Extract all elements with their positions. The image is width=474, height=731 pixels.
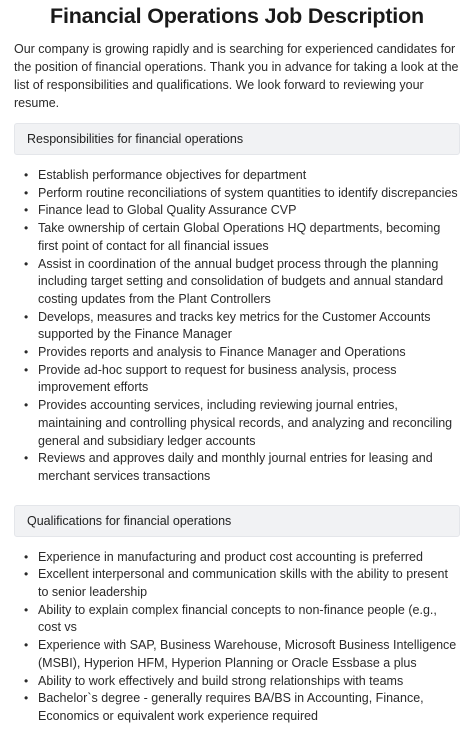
qualifications-list [14, 549, 460, 726]
bullet-icon: • [24, 398, 29, 413]
bullet-icon: • [24, 185, 29, 200]
list-item [24, 549, 460, 567]
intro-paragraph: Our company is growing rapidly and is searching for experienced candidates for the position of financial operations. Thank you in advance for taking a look at the list of responsibilities and qualifications. We look forward to reviewing your resume. [14, 42, 459, 110]
bullet-icon: • [24, 221, 29, 236]
list-item [24, 185, 460, 203]
list-item [24, 256, 460, 309]
list-item [24, 344, 460, 362]
list-item-text: Bachelor`s degree - generally requires BA/BS in Accounting, Finance, Economics or equivalent work experience required [38, 691, 424, 723]
list-item-text: Excellent interpersonal and communication skills with the ability to present to senior leadership [38, 567, 448, 600]
list-item-text: Assist in coordination of the annual budget process through the planning including target setting and consolidation of budgets and annual standard costing updates from the Plant Controllers [38, 256, 444, 306]
responsibilities-heading: Responsibilities for financial operations [27, 132, 244, 146]
list-item [24, 637, 460, 672]
list-item [24, 673, 460, 691]
bullet-icon: • [24, 309, 29, 324]
list-item-text: Take ownership of certain Global Operations HQ departments, becoming first point of contact for all financial issues [38, 221, 441, 253]
bullet-icon: • [24, 345, 29, 360]
bullet-icon: • [24, 567, 29, 582]
list-item-text: Ability to work effectively and build strong relationships with teams [38, 673, 404, 688]
list-item [24, 167, 460, 185]
list-item-text: Experience with SAP, Business Warehouse, Microsoft Business Intelligence (MSBI), Hyperion HFM, Hyperion Planning or Oracle Essbase a plus [38, 638, 457, 670]
list-item [24, 362, 460, 397]
list-item-text: Develops, measures and tracks key metrics for the Customer Accounts supported by the Finance Manager [38, 309, 431, 342]
list-item-text: Provide ad-hoc support to request for business analysis, process improvement efforts [38, 362, 397, 395]
bullet-icon: • [24, 203, 29, 218]
list-item [24, 220, 460, 255]
bullet-icon: • [24, 256, 29, 271]
list-item [24, 602, 460, 637]
qualifications-header [14, 505, 460, 537]
bullet-icon: • [24, 362, 29, 377]
list-item-text: Provides reports and analysis to Finance Manager and Operations [38, 345, 406, 360]
bullet-icon: • [24, 451, 29, 466]
list-item-text: Reviews and approves daily and monthly journal entries for leasing and merchant services transactions [38, 451, 433, 483]
page-title: Financial Operations Job Description [50, 4, 424, 28]
list-item-text: Finance lead to Global Quality Assurance CVP [38, 203, 297, 218]
list-item [24, 397, 460, 450]
list-item [24, 450, 460, 485]
list-item-text: Experience in manufacturing and product cost accounting is preferred [38, 549, 423, 564]
list-item [24, 566, 460, 601]
list-item [24, 309, 460, 344]
bullet-icon: • [24, 673, 29, 688]
bullet-icon: • [24, 168, 29, 182]
list-item-text: Provides accounting services, including reviewing journal entries, maintaining and controlling physical records, and analyzing and reconciling general and subsidiary ledger accounts [38, 398, 453, 448]
list-item [24, 202, 460, 220]
bullet-icon: • [24, 691, 29, 706]
list-item [24, 690, 460, 725]
list-item-text: Establish performance objectives for department [38, 168, 307, 182]
bullet-icon: • [24, 602, 29, 617]
bullet-icon: • [24, 549, 29, 564]
list-item-text: Ability to explain complex financial concepts to non-finance people (e.g., cost vs [38, 602, 437, 635]
qualifications-heading: Qualifications for financial operations [27, 513, 232, 528]
bullet-icon: • [24, 638, 29, 653]
responsibilities-header [14, 123, 460, 155]
list-item-text: Perform routine reconciliations of system quantities to identify discrepancies [38, 185, 458, 200]
responsibilities-list [14, 167, 460, 486]
